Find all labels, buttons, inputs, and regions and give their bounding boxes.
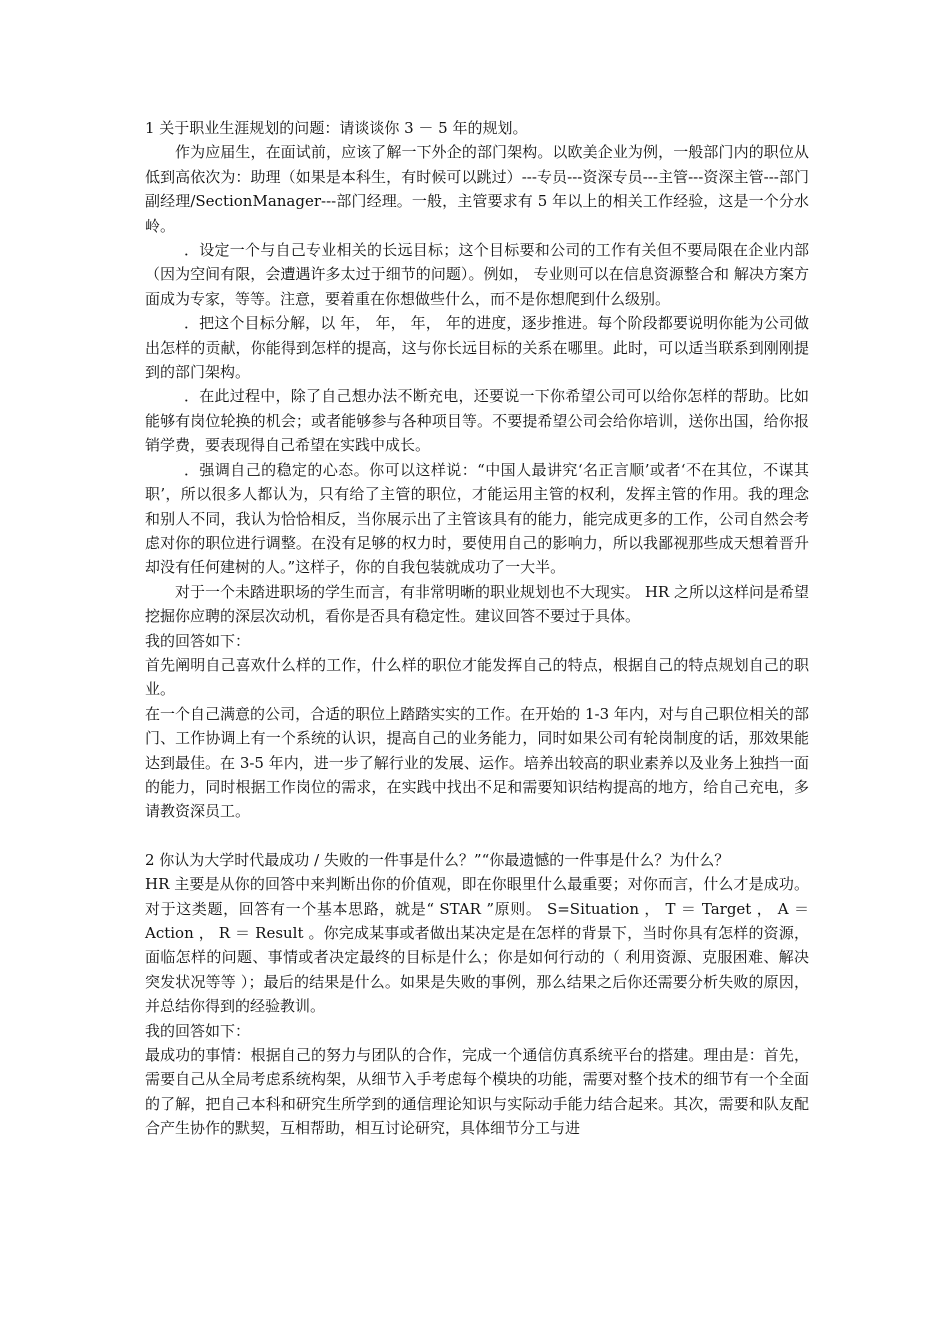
- q1-answer-label: 我的回答如下：: [145, 631, 251, 650]
- q1-paragraph-intro: 作为应届生，在面试前，应该了解一下外企的部门架构。以欧美企业为例，一般部门内的职位从低到高依次为：助理（如果是本科生，有时候可以跳过）---专员---资深专员---主管---资深主管---部门副经理/SectionManager---部门经理。一般，主管要求有 5 年以上的相关工作经验，这是一个分水岭。: [145, 143, 809, 235]
- q1-paragraph-growth: ．在此过程中，除了自己想办法不断充电，还要说一下你希望公司可以给你怎样的帮助。比如能够有岗位轮换的机会；或者能够参与各种项目等。不要提希望公司会给你培训，送你出国，给你报销学费，要表现得自己希望在实践中成长。: [145, 387, 809, 455]
- q1-answer-first: 首先阐明自己喜欢什么样的工作，什么样的职位才能发挥自己的特点，根据自己的特点规划自己的职业。: [145, 655, 809, 699]
- q2-answer-label: 我的回答如下：: [145, 1021, 251, 1040]
- section-gap: [145, 824, 809, 848]
- document-page: [145, 116, 809, 1141]
- q2-answer-success: 最成功的事情：根据自己的努力与团队的合作，完成一个通信仿真系统平台的搭建。理由是：首先，需要自己从全局考虑系统构架，从细节入手考虑每个模块的功能，需要对整个技术的细节有一个全面的了解，把自己本科和研究生所学到的通信理论知识与实际动手能力结合起来。其次，需要和队友配合产生协作的默契，互相帮助，相互讨论研究，具体细节分工与进: [145, 1046, 809, 1138]
- q1-paragraph-breakdown: ．把这个目标分解，以 年， 年， 年， 年的进度，逐步推进。每个阶段都要说明你能为公司做出怎样的贡献，你能得到怎样的提高，这与你长远目标的关系在哪里。此时，可以适当联系到刚刚提到的部门架构。: [145, 314, 809, 382]
- q1-answer-second: 在一个自己满意的公司，合适的职位上踏踏实实的工作。在开始的 1-3 年内，对与自己职位相关的部门、工作协调上有一个系统的认识，提高自己的业务能力，同时如果公司有轮岗制度的话，那效果能达到最佳。在 3-5 年内，进一步了解行业的发展、运作。培养出较高的职业素养以及业务上独挡一面的能力，同时根据工作岗位的需求，在实践中找出不足和需要知识结构提高的地方，给自己充电，多请教资深员工。: [145, 704, 809, 821]
- q2-paragraph-star: HR 主要是从你的回答中来判断出你的价值观，即在你眼里什么最重要；对你而言，什么才是成功。对于这类题，回答有一个基本思路，就是“ STAR ”原则。 S=Situation ， T ＝ Target ， A ＝ Action ， R ＝ Result 。你完成某事或者做出某决定是在怎样的背景下，当时你具有怎样的资源，面临怎样的问题、事情或者决定最终的目标是什么；你是如何行动的（ 利用资源、克服困难、解决突发状况等等 ）；最后的结果是什么。如果是失败的事例，那么结果之后你还需要分析失败的原因，并总结你得到的经验教训。: [145, 875, 809, 1016]
- q1-paragraph-stability: ．强调自己的稳定的心态。你可以这样说：“中国人最讲究‘名正言顺’或者‘不在其位，不谋其职’，所以很多人都认为，只有给了主管的职位，才能运用主管的权利，发挥主管的作用。我的理念和别人不同，我认为恰恰相反，当你展示出了主管该具有的能力，能完成更多的工作，公司自然会考虑对你的职位进行调整。在没有足够的权力时，要使用自己的影响力，所以我鄙视那些成天想着晋升却没有任何建树的人。”这样子，你的自我包装就成功了一大半。: [145, 460, 809, 577]
- q1-paragraph-summary: 对于一个未踏进职场的学生而言，有非常明晰的职业规划也不大现实。 HR 之所以这样问是希望挖掘你应聘的深层次动机，看你是否具有稳定性。建议回答不要过于具体。: [145, 582, 809, 626]
- q1-paragraph-goal: ．设定一个与自己专业相关的长远目标；这个目标要和公司的工作有关但不要局限在企业内部（因为空间有限，会遭遇许多太过于细节的问题）。例如， 专业则可以在信息资源整合和 解决方案方面成为专家，等等。注意，要着重在你想做些什么，而不是你想爬到什么级别。: [145, 241, 809, 308]
- q1-title: 1 关于职业生涯规划的问题：请谈谈你 3 － 5 年的规划。: [145, 119, 528, 137]
- q2-title: 2 你认为大学时代最成功 / 失败的一件事是什么？”“你最遗憾的一件事是什么？为什么？: [145, 850, 730, 869]
